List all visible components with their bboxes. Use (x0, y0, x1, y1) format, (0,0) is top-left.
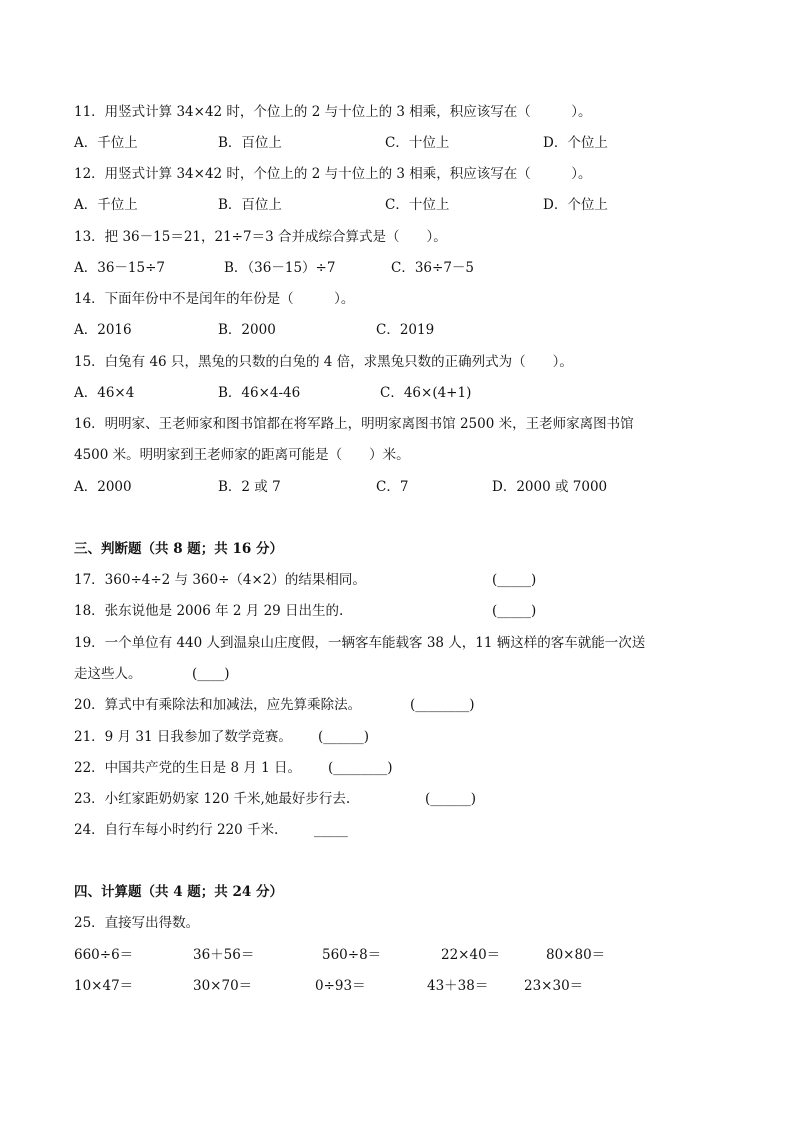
option-a: A．36－15÷7 (74, 260, 166, 276)
answer-blank[interactable]: (______) (425, 791, 477, 807)
question-24: 24．自行车每小时约行 220 千米. (74, 822, 279, 838)
answer-blank[interactable]: (________) (410, 697, 475, 713)
section-title-calculation: 四、计算题（共 4 题；共 24 分） (74, 884, 283, 900)
question-15: 15．白兔有 46 只，黑兔的只数的白兔的 4 倍，求黑兔只数的正确列式为（ ）。 (74, 354, 573, 370)
option-d: D．2000 或 7000 (492, 479, 608, 495)
question-23: 23．小红家距奶奶家 120 千米,她最好步行去. (74, 791, 351, 807)
option-b: B．2000 (218, 322, 276, 338)
question-16: 16．明明家、王老师家和图书馆都在将军路上，明明家离图书馆 2500 米，王老师家离图书馆 (74, 416, 634, 432)
section-title-judgement: 三、判断题（共 8 题；共 16 分） (74, 541, 283, 557)
question-19: 19．一个单位有 440 人到温泉山庄度假，一辆客车能载客 38 人，11 辆这样的客车就能一次送 (74, 635, 646, 651)
option-c: C．36÷7－5 (391, 260, 474, 276)
option-d: D．个位上 (543, 135, 608, 151)
option-a: A．2000 (74, 479, 132, 495)
option-a: A．2016 (74, 322, 132, 338)
question-11: 11．用竖式计算 34×42 时，个位上的 2 与十位上的 3 相乘，积应该写在（ ）。 (74, 104, 592, 120)
question-25: 25．直接写出得数。 (74, 915, 200, 931)
option-a: A．46×4 (74, 385, 135, 401)
question-16-cont: 4500 米。明明家到王老师家的距离可能是（ ）米。 (74, 447, 410, 463)
option-b: B．46×4-46 (218, 385, 301, 401)
calc-item: 660÷6＝ (74, 947, 134, 963)
calc-item: 36＋56＝ (193, 947, 255, 963)
answer-blank[interactable]: (____) (192, 666, 230, 682)
calc-item: 23×30＝ (524, 978, 584, 994)
option-c: C．十位上 (385, 135, 450, 151)
question-20: 20．算式中有乘除法和加减法，应先算乘除法。 (74, 697, 362, 713)
calc-item: 560÷8＝ (322, 947, 382, 963)
option-a: A．千位上 (74, 197, 138, 213)
question-17: 17．360÷4÷2 与 360÷（4×2）的结果相同。 (74, 572, 366, 588)
option-c: C．46×(4+1) (380, 385, 472, 401)
calc-item: 10×47＝ (74, 978, 134, 994)
option-c: C．2019 (376, 322, 435, 338)
question-12: 12．用竖式计算 34×42 时，个位上的 2 与十位上的 3 相乘，积应该写在（ ）。 (74, 166, 592, 182)
question-14: 14．下面年份中不是闰年的年份是（ ）。 (74, 291, 355, 307)
calc-item: 80×80＝ (546, 947, 606, 963)
answer-blank[interactable]: (_____) (492, 572, 537, 588)
question-22: 22．中国共产党的生日是 8 月 1 日。 (74, 760, 302, 776)
option-d: D．个位上 (543, 197, 608, 213)
answer-blank[interactable]: (_____) (492, 603, 537, 619)
option-c: C．7 (376, 479, 409, 495)
question-19-cont: 走这些人。 (74, 666, 142, 682)
question-18: 18．张东说他是 2006 年 2 月 29 日出生的. (74, 603, 344, 619)
answer-blank[interactable]: (______) (318, 729, 370, 745)
option-b: B．百位上 (218, 135, 282, 151)
option-a: A．千位上 (74, 135, 138, 151)
question-13: 13．把 36－15＝21，21÷7＝3 合并成综合算式是（ ）。 (74, 229, 447, 245)
option-b: B．（36－15）÷7 (224, 260, 336, 276)
option-c: C．十位上 (385, 197, 450, 213)
calc-item: 30×70＝ (193, 978, 253, 994)
calc-item: 43＋38＝ (427, 978, 489, 994)
option-b: B．2 或 7 (218, 479, 281, 495)
answer-blank[interactable]: _____ (314, 822, 348, 838)
option-b: B．百位上 (218, 197, 282, 213)
calc-item: 0÷93＝ (315, 978, 366, 994)
answer-blank[interactable]: (________) (328, 760, 393, 776)
question-21: 21．9 月 31 日我参加了数学竞赛。 (74, 729, 292, 745)
calc-item: 22×40＝ (441, 947, 501, 963)
